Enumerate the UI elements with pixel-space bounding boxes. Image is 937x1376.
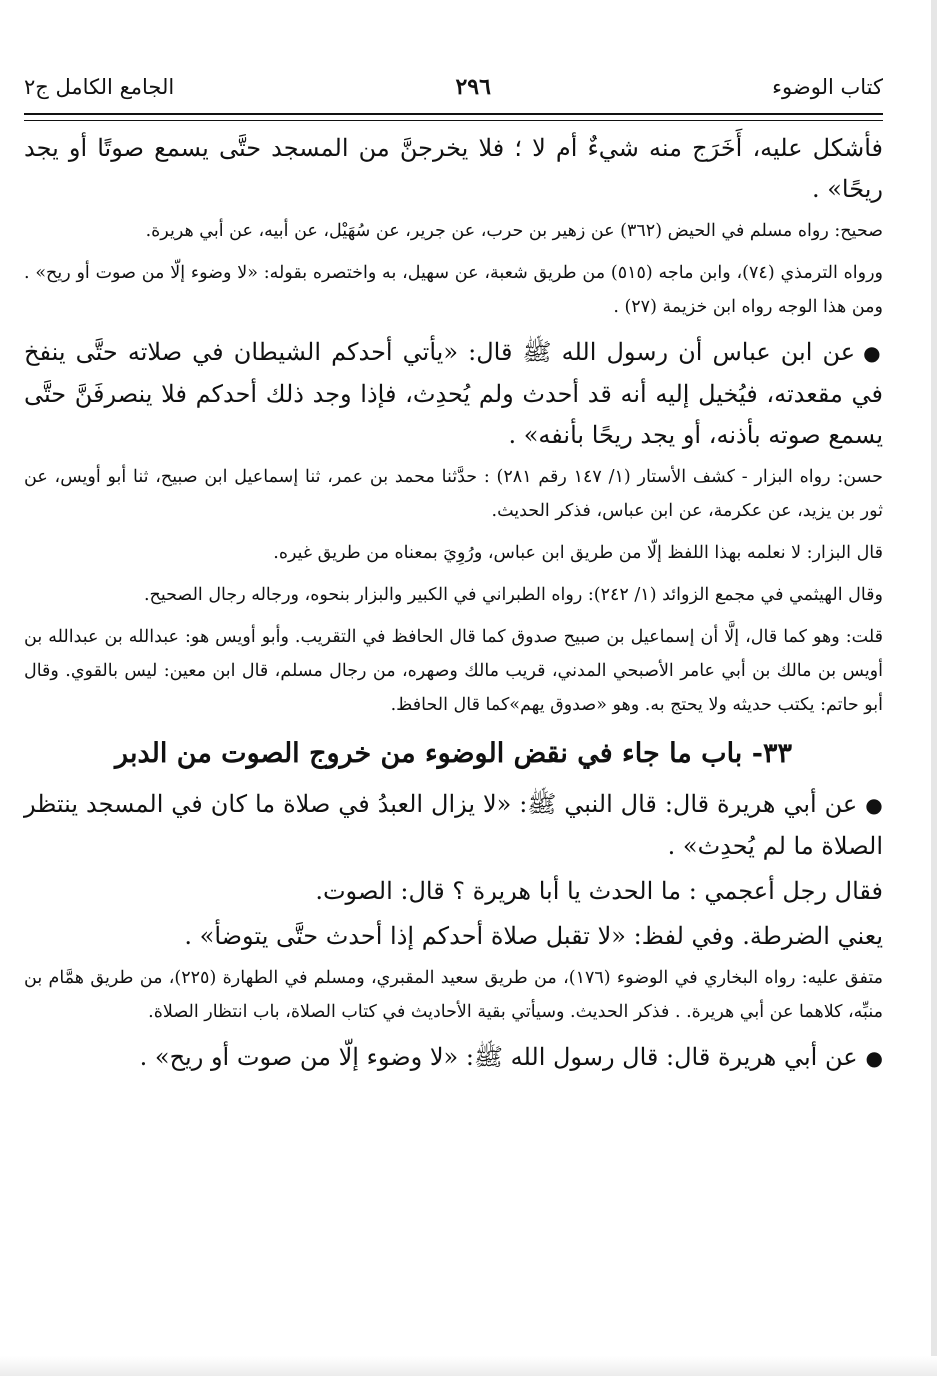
hadith-paragraph [24, 916, 883, 957]
commentary-paragraph [24, 620, 883, 722]
bullet-icon: ● [865, 793, 883, 817]
commentary-paragraph [24, 578, 883, 612]
commentary-paragraph [24, 460, 883, 528]
header-rule-thin [24, 120, 883, 121]
page-edge-shadow [931, 0, 937, 1376]
chapter-title [24, 732, 883, 776]
paragraph-text: قلت: وهو كما قال، إلَّا أن إسماعيل بن صبيح صدوق كما قال الحافظ في التقريب. وأبو أويس هو: عبدالله بن عبدالله بن أويس بن مالك بن أبي عامر الأصبحي المدني، قريب مالك وصهره، من رجال مسلم، قال ابن معين: ليس بالقوي. وقال أبو حاتم: يكتب حديثه ولا يحتج به. وهو «صدوق يهم»كما قال الحافظ. [24, 627, 883, 715]
paragraph-text: قال البزار: لا نعلمه بهذا اللفظ إلّا من طريق ابن عباس، ورُوِيَ بمعناه من طريق غيره. [273, 543, 883, 563]
page-header [24, 70, 883, 104]
paragraph-text: فقال رجل أعجمي : ما الحدث يا أبا هريرة ؟ قال: الصوت. [315, 877, 883, 905]
paragraph-text: ورواه الترمذي (٧٤)، وابن ماجه (٥١٥) من طريق شعبة، عن سهيل، به واختصره بقوله: «لا وضوء إلّا من صوت أو ريح» . ومن هذا الوجه رواه ابن خزيمة (٢٧) . [24, 263, 884, 317]
page-number: ٢٩٦ [455, 74, 491, 100]
paragraph-text: ٣٣- باب ما جاء في نقض الوضوء من خروج الصوت من الدبر [115, 738, 792, 769]
paragraph-text: عن أبي هريرة قال: قال رسول الله ﷺ: «لا وضوء إلّا من صوت أو ريح» . [139, 1043, 858, 1071]
bullet-icon: ● [865, 1046, 883, 1070]
hadith-paragraph [24, 128, 883, 210]
hadith-paragraph [24, 784, 883, 867]
hadith-paragraph [24, 1037, 883, 1079]
book-title: الجامع الكامل ج٢ [24, 75, 175, 99]
hadith-paragraph [24, 871, 883, 912]
section-title: كتاب الوضوء [772, 75, 883, 99]
commentary-paragraph [24, 961, 883, 1029]
paragraph-text: عن ابن عباس أن رسول الله ﷺ قال: «يأتي أحدكم الشيطان في صلاته حتَّى ينفخ في مقعدته، فيُخيل إليه أنه قد أحدث ولم يُحدِث، فإذا وجد ذلك أحدكم فلا ينصرفَنَّ حتَّى يسمع صوته بأذنه، أو يجد ريحًا بأنفه» . [24, 338, 883, 449]
paragraph-text: صحيح: رواه مسلم في الحيض (٣٦٢) عن زهير بن حرب، عن جرير، عن سُهَيْل، عن أبيه، عن أبي هريرة. [145, 221, 883, 241]
commentary-paragraph [24, 214, 883, 248]
hadith-paragraph [24, 332, 883, 456]
paragraph-text: عن أبي هريرة قال: قال النبي ﷺ: «لا يزال العبدُ في صلاة ما كان في المسجد ينتظر الصلاة ما لم يُحدِث» . [24, 790, 883, 860]
paragraph-text: فأشكل عليه، أَخَرَج منه شيءٌ أم لا ؛ فلا يخرجنَّ من المسجد حتَّى يسمع صوتًا أو يجد ريحًا» . [24, 134, 883, 203]
page-bottom-shadow [0, 1356, 937, 1376]
commentary-paragraph [24, 536, 883, 570]
paragraph-text: حسن: رواه البزار - كشف الأستار (١/ ١٤٧ رقم ٢٨١) : حدَّثنا محمد بن عمر، ثنا إسماعيل ابن صبيح، ثنا أبو أويس، عن ثور بن يزيد، عن عكرمة، عن ابن عباس، فذكر الحديث. [24, 467, 883, 521]
paragraph-text: متفق عليه: رواه البخاري في الوضوء (١٧٦)، من طريق سعيد المقبري، ومسلم في الطهارة (٢٢٥)، من طريق همَّام بن منبِّه، كلاهما عن أبي هريرة. . فذكر الحديث. وسيأتي بقية الأحاديث في كتاب الصلاة، باب انتظار الصلاة. [24, 968, 883, 1022]
page-content [24, 128, 883, 1083]
paragraph-text: يعني الضرطة. وفي لفظ: «لا تقبل صلاة أحدكم إذا أحدث حتَّى يتوضأ» . [184, 922, 883, 950]
paragraph-text: وقال الهيثمي في مجمع الزوائد (١/ ٢٤٢): رواه الطبراني في الكبير والبزار بنحوه، ورجاله رجال الصحيح. [143, 585, 883, 605]
bullet-icon: ● [863, 341, 883, 365]
header-rule-thick [24, 113, 883, 115]
commentary-paragraph [24, 256, 883, 324]
